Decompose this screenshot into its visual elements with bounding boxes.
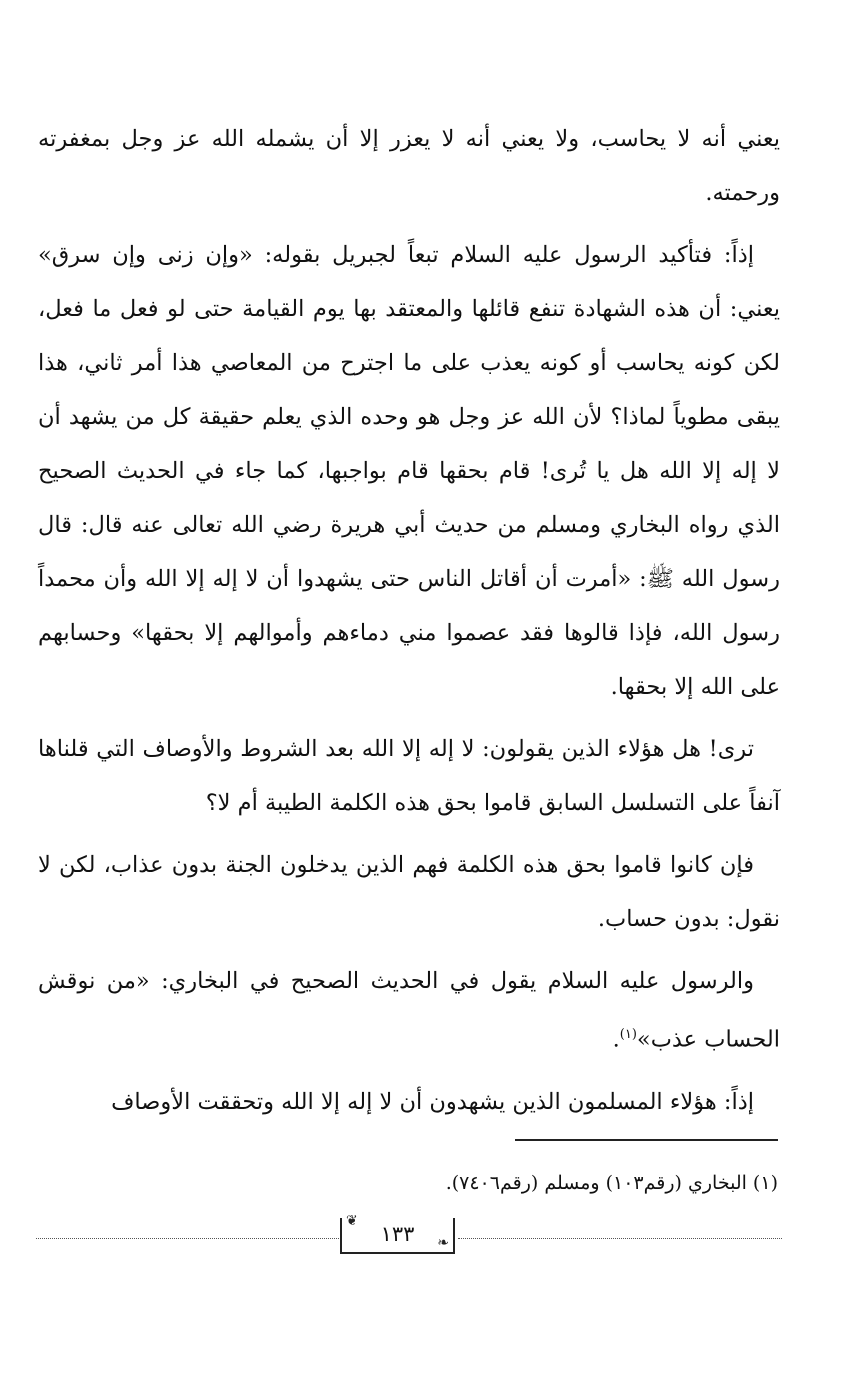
- ornament-icon: ❧: [437, 1235, 449, 1251]
- paragraph-5: والرسول عليه السلام يقول في الحديث الصحيح في البخاري: «من نوقش الحساب عذب»$^{(١)}$.: [38, 968, 780, 1053]
- page-number: ١٣٣: [380, 1222, 415, 1246]
- footer-dotted-line-right: [458, 1238, 782, 1239]
- footnote-separator: [515, 1139, 778, 1141]
- footnote-reference: (١): [619, 1027, 637, 1042]
- main-text: [38, 112, 780, 1137]
- footer-dotted-line-left: [36, 1238, 339, 1239]
- paragraph-6: إذاً: هؤلاء المسلمون الذين يشهدون أن لا إله إلا الله وتحققت الأوصاف: [111, 1088, 754, 1115]
- footnote-text: (١) البخاري (رقم١٠٣) ومسلم (رقم٧٤٠٦).: [445, 1172, 778, 1194]
- paragraph-5-text: والرسول عليه السلام يقول في الحديث الصحيح في البخاري: «من نوقش الحساب عذب»: [38, 968, 780, 1053]
- paragraph-4: فإن كانوا قاموا بحق هذه الكلمة فهم الذين يدخلون الجنة بدون عذاب، لكن لا نقول: بدون حساب.: [38, 852, 780, 932]
- paragraph-1: يعني أنه لا يحاسب، ولا يعني أنه لا يعزر إلا أن يشمله الله عز وجل بمغفرته ورحمته.: [38, 126, 780, 206]
- page-number-frame: [340, 1213, 455, 1254]
- paragraph-3: ترى! هل هؤلاء الذين يقولون: لا إله إلا الله بعد الشروط والأوصاف التي قلناها آنفاً على التسلسل السابق قاموا بحق هذه الكلمة الطيبة أم لا؟: [38, 736, 780, 816]
- paragraph-2: إذاً: فتأكيد الرسول عليه السلام تبعاً لجبريل بقوله: «وإن زنى وإن سرق» يعني: أن هذه الشهادة تنفع قائلها والمعتقد بها يوم القيامة حتى لو فعل ما فعل، لكن كونه يحاسب أو كونه يعذب على ما اجترح من المعاصي هذا أمر ثاني، هذا يبقى مطوياً لماذا؟ لأن الله عز وجل هو وحده الذي يعلم حقيقة كل من يشهد أن لا إله إلا الله هل يا تُرى! قام بحقها قام بواجبها، كما جاء في الحديث الصحيح الذي رواه البخاري ومسلم من حديث أبي هريرة رضي الله تعالى عنه قال: قال رسول الله ﷺ: «أمرت أن أقاتل الناس حتى يشهدوا أن لا إله إلا الله وأن محمداً رسول الله، فإذا قالوها فقد عصموا مني دماءهم وأموالهم إلا بحقها» وحسابهم على الله إلا بحقها.: [38, 242, 780, 700]
- ornament-icon: ❦: [346, 1213, 358, 1229]
